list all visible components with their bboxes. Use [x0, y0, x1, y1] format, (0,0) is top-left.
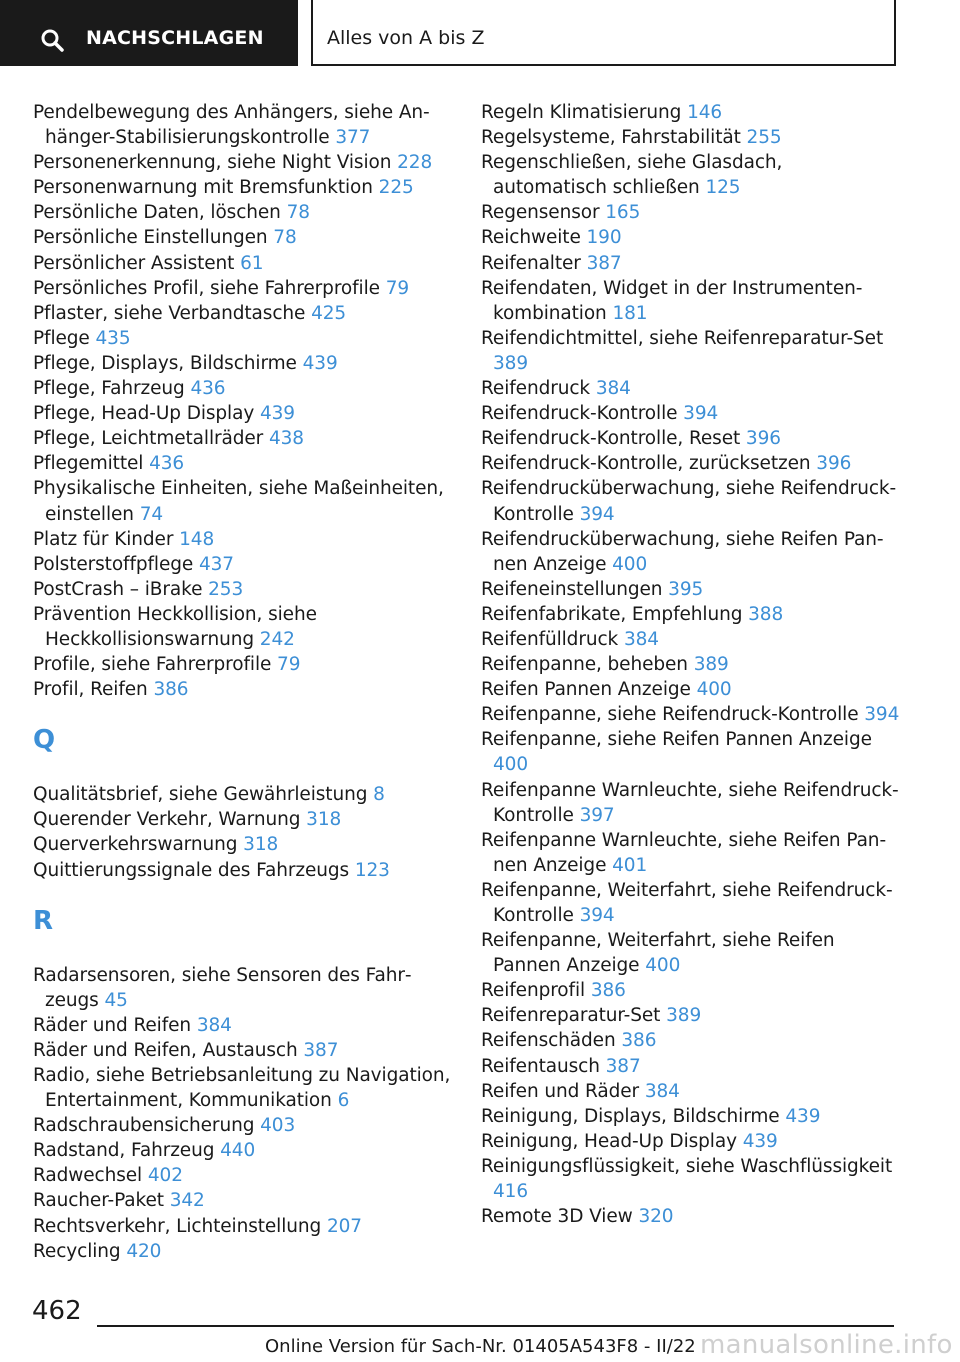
page-reference-link[interactable]: 146 [687, 102, 723, 123]
page-reference-link[interactable]: 389 [493, 352, 529, 374]
index-entry-text: Profile, siehe Fahrerprofile [33, 654, 272, 676]
index-entry-text: Reichweite [481, 227, 581, 249]
index-entry-text: Radschraubensicherung [33, 1115, 255, 1137]
page-reference-link[interactable]: 228 [397, 152, 433, 174]
index-entry [33, 1038, 453, 1063]
page-reference-link[interactable]: 402 [147, 1165, 183, 1187]
nav-tab-nachschlagen[interactable] [0, 0, 298, 66]
online-version-note: Online Version für Sach-Nr. 01405A543F8 - II/22 [265, 1336, 696, 1357]
index-entry-text: Reinigungsflüssigkeit, siehe Waschflüssigkeit [481, 1155, 893, 1177]
index-entry [481, 200, 901, 225]
page-reference-link[interactable]: 400 [612, 553, 648, 575]
index-entry [481, 401, 901, 426]
page-reference-link[interactable]: 437 [198, 553, 234, 575]
index-entry-text: Reifenalter [481, 252, 581, 274]
page-reference-link[interactable]: 320 [638, 1206, 674, 1228]
page-reference-link[interactable]: 318 [243, 834, 279, 856]
index-entry-text: Reifendruck-Kontrolle [481, 403, 678, 425]
index-entry-text: Raucher-Paket [33, 1190, 164, 1212]
page-reference-link[interactable]: 384 [196, 1014, 232, 1036]
index-entry [481, 527, 901, 577]
index-column-right [481, 100, 901, 1229]
page-reference-link[interactable]: 386 [621, 1030, 657, 1052]
index-entry [481, 627, 901, 652]
index-column-left [33, 100, 453, 1264]
index-entry [33, 100, 453, 150]
page-reference-link[interactable]: 165 [605, 202, 641, 224]
page-reference-link[interactable]: 420 [126, 1240, 162, 1262]
index-entry-text: Persönliches Profil, siehe Fahrerprofile [33, 277, 380, 299]
page-reference-link[interactable]: 394 [864, 704, 900, 726]
index-entry-text: Reifenpanne, siehe Reifen Pannen Anzeige [481, 729, 872, 751]
index-entry-text: Persönliche Daten, löschen [33, 202, 281, 224]
page-reference-link[interactable]: 389 [666, 1005, 702, 1027]
page-reference-link[interactable]: 400 [645, 955, 681, 977]
index-entry [33, 175, 453, 200]
index-entry [33, 225, 453, 250]
page-reference-link[interactable]: 377 [335, 127, 371, 149]
index-entry-text: Reifendichtmittel, siehe Reifenreparatur-Set [481, 327, 884, 349]
index-entry [481, 1003, 901, 1028]
index-entry [33, 476, 453, 526]
index-entry [33, 1163, 453, 1188]
index-entry [481, 828, 901, 878]
page-number: 462 [32, 1296, 82, 1326]
index-entry-text: Polsterstoffpflege [33, 553, 194, 575]
section-title-box [311, 0, 896, 66]
footer-divider [97, 1325, 894, 1327]
index-entry-text: Profil, Reifen [33, 679, 148, 701]
page-reference-link[interactable]: 255 [746, 127, 782, 149]
index-entry [481, 276, 901, 326]
index-letter-heading: Q [33, 725, 56, 756]
index-entry-text: Querverkehrswarnung [33, 834, 238, 856]
index-entry-text: Reinigung, Head-Up Display [481, 1130, 737, 1152]
section-title: Alles von A bis Z [327, 27, 485, 49]
index-entry [481, 100, 901, 125]
index-entry [481, 1154, 901, 1204]
page-reference-link[interactable]: 387 [586, 252, 622, 274]
page-reference-link[interactable]: 396 [816, 453, 852, 475]
index-entry-text: Pflege, Displays, Bildschirme [33, 352, 297, 374]
index-entry [481, 778, 901, 828]
index-entry-text: Reifenpanne, Weiterfahrt, siehe Reifendruck-Kontrolle [481, 879, 893, 926]
index-entry-text: Reinigung, Displays, Bildschirme [481, 1105, 780, 1127]
page-reference-link[interactable]: 384 [644, 1080, 680, 1102]
page-reference-link[interactable]: 123 [354, 859, 390, 881]
page-reference-link[interactable]: 436 [190, 378, 226, 400]
page-reference-link[interactable]: 401 [612, 854, 648, 876]
index-entry [33, 301, 453, 326]
index-entry [481, 251, 901, 276]
page-reference-link[interactable]: 74 [139, 503, 164, 525]
index-entry [33, 326, 453, 351]
index-entry [481, 426, 901, 451]
index-entry-text: Qualitätsbrief, siehe Gewährleistung [33, 784, 368, 806]
index-entry-text: Reifendrucküberwachung, siehe Reifendruck-Kontrolle [481, 478, 897, 525]
index-entry-text: Querender Verkehr, Warnung [33, 809, 301, 831]
search-icon [40, 28, 64, 52]
index-entry [481, 928, 901, 978]
index-entry [481, 150, 901, 200]
index-entry [33, 677, 453, 702]
index-entry-text: PostCrash – iBrake [33, 578, 203, 600]
index-entry [33, 150, 453, 175]
page-reference-link[interactable]: 394 [579, 905, 615, 926]
index-entry-text: Reifenpanne, Weiterfahrt, siehe Reifen Pannen Anzeige [481, 930, 835, 977]
index-entry [33, 200, 453, 225]
nav-label: NACHSCHLAGEN [86, 27, 264, 49]
index-entry [481, 1129, 901, 1154]
index-entry [481, 1079, 901, 1104]
index-entry [481, 677, 901, 702]
index-entry [481, 978, 901, 1003]
index-entry [33, 1013, 453, 1038]
index-entry [33, 426, 453, 451]
index-entry [33, 451, 453, 476]
index-entry-text: Pflege, Leichtmetallräder [33, 428, 264, 450]
index-entry [481, 476, 901, 526]
index-entry-text: Remote 3D View [481, 1206, 633, 1228]
index-entry [33, 276, 453, 301]
page-reference-link[interactable]: 225 [378, 177, 414, 199]
page-reference-link[interactable]: 207 [326, 1215, 362, 1237]
page-reference-link[interactable]: 435 [95, 327, 131, 349]
index-entry-text: Regenschließen, siehe Glasdach, automatisch schließen [481, 152, 783, 199]
index-entry-text: Personenwarnung mit Bremsfunktion [33, 177, 373, 199]
index-entry [481, 1054, 901, 1079]
index-entry-text: Persönlicher Assistent [33, 252, 235, 274]
page-reference-link[interactable]: 79 [385, 277, 410, 299]
index-entry-text: Radarsensoren, siehe Sensoren des Fahrzeugs [33, 964, 412, 1011]
index-entry-text: Prävention Heckkollision, siehe Heckkollisionswarnung [33, 603, 317, 650]
page-reference-link[interactable]: 190 [586, 227, 622, 249]
page-reference-link[interactable]: 384 [623, 628, 659, 650]
page-reference-link[interactable]: 79 [277, 654, 301, 676]
page-reference-link[interactable]: 438 [268, 428, 304, 450]
index-entry-text: Reifendruck-Kontrolle, zurücksetzen [481, 453, 811, 475]
index-entry [33, 401, 453, 426]
index-entry [481, 125, 901, 150]
page-reference-link[interactable]: 45 [104, 989, 128, 1011]
index-entry [33, 858, 453, 883]
index-entry-text: Pflege, Head-Up Display [33, 403, 255, 425]
page-reference-link[interactable]: 425 [311, 302, 347, 324]
page-reference-link[interactable]: 6 [337, 1090, 350, 1112]
index-entry-text: Regensensor [481, 202, 600, 224]
page-reference-link[interactable]: 78 [273, 227, 297, 249]
index-entry-text: Reifendrucküberwachung, siehe Reifen Pannen Anzeige [481, 528, 884, 575]
page-reference-link[interactable]: 416 [493, 1181, 529, 1203]
index-entry-text: Reifenfabrikate, Empfehlung [481, 603, 743, 625]
page-reference-link[interactable]: 439 [742, 1130, 778, 1152]
index-entry-text: Radstand, Fahrzeug [33, 1140, 215, 1162]
index-entry [481, 326, 901, 376]
index-entry [481, 702, 901, 727]
page-reference-link[interactable]: 394 [683, 403, 719, 425]
page-reference-link[interactable]: 386 [590, 980, 626, 1002]
page-reference-link[interactable]: 439 [259, 403, 295, 425]
index-entry [33, 577, 453, 602]
page-reference-link[interactable]: 61 [240, 252, 264, 274]
page-reference-link[interactable]: 181 [612, 302, 648, 324]
index-entry-text: Platz für Kinder [33, 528, 174, 550]
index-entry [481, 376, 901, 401]
index-entry [33, 527, 453, 552]
page-reference-link[interactable]: 439 [302, 352, 338, 374]
watermark: manualsonline.info [700, 1330, 953, 1360]
index-entry [481, 652, 901, 677]
index-entry-text: Räder und Reifen [33, 1014, 192, 1036]
index-entry [33, 782, 453, 807]
index-entry-text: Reifendaten, Widget in der Instrumentenkombination [481, 277, 863, 324]
index-entry-text: Persönliche Einstellungen [33, 227, 268, 249]
index-entry [481, 1204, 901, 1229]
page-reference-link[interactable]: 388 [748, 603, 784, 625]
index-entry [33, 1214, 453, 1239]
index-entry-text: Reifenpanne, beheben [481, 654, 688, 676]
index-entry-text: Reifenfülldruck [481, 628, 619, 650]
index-entry [481, 727, 901, 777]
index-entry [481, 451, 901, 476]
index-entry [481, 1104, 901, 1129]
index-entry-text: Pflegemittel [33, 453, 144, 475]
page-reference-link[interactable]: 125 [705, 177, 741, 199]
page-reference-link[interactable]: 436 [149, 453, 185, 475]
index-entry-text: Pflaster, siehe Verbandtasche [33, 302, 306, 324]
page-reference-link[interactable]: 148 [179, 528, 215, 550]
index-entry [33, 1063, 453, 1113]
page-reference-link[interactable]: 253 [208, 578, 244, 600]
index-entry [33, 1113, 453, 1138]
index-entry-text: Reifenschäden [481, 1030, 616, 1052]
page-reference-link[interactable]: 400 [696, 679, 732, 701]
page-reference-link[interactable]: 342 [169, 1190, 205, 1212]
page-reference-link[interactable]: 387 [605, 1055, 641, 1077]
index-entry-text: Räder und Reifen, Austausch [33, 1039, 298, 1061]
index-entry [33, 251, 453, 276]
page-reference-link[interactable]: 400 [493, 754, 529, 776]
page-reference-link[interactable]: 397 [579, 804, 615, 826]
page-reference-link[interactable]: 242 [259, 628, 295, 650]
index-entry-text: Quittierungssignale des Fahrzeugs [33, 859, 350, 881]
index-entry-text: Regeln Klimatisierung [481, 102, 682, 123]
index-entry [33, 376, 453, 401]
index-entry-text: Reifenpanne Warnleuchte, siehe Reifen Pannen Anzeige [481, 829, 887, 876]
index-entry [33, 1138, 453, 1163]
index-entry [481, 1028, 901, 1053]
page-reference-link[interactable]: 439 [785, 1105, 821, 1127]
index-entry [33, 963, 453, 1013]
index-entry-text: Radio, siehe Betriebsanleitung zu Navigation, Entertainment, Kommunikation [33, 1065, 451, 1112]
index-entry-text: Regelsysteme, Fahrstabilität [481, 127, 741, 149]
index-entry [33, 832, 453, 857]
index-entry-text: Pflege, Fahrzeug [33, 378, 185, 400]
page-header [0, 0, 960, 66]
index-entry-text: Reifeneinstellungen [481, 578, 663, 600]
index-entry [33, 1188, 453, 1213]
index-entry-text: Reifen Pannen Anzeige [481, 679, 691, 701]
page-reference-link[interactable]: 8 [373, 784, 385, 806]
index-entry-text: Physikalische Einheiten, siehe Maßeinheiten, einstellen [33, 478, 444, 525]
index-entry-text: Reifenpanne, siehe Reifendruck-Kontrolle [481, 704, 859, 726]
index-entry-text: Recycling [33, 1240, 121, 1262]
page-reference-link[interactable]: 389 [693, 654, 729, 676]
page-reference-link[interactable]: 78 [286, 202, 310, 224]
index-entry-text: Reifendruck-Kontrolle, Reset [481, 428, 741, 450]
page-reference-link[interactable]: 318 [306, 809, 342, 831]
index-entry-text: Personenerkennung, siehe Night Vision [33, 152, 392, 174]
index-entry [33, 602, 453, 652]
index-entry-text: Reifentausch [481, 1055, 600, 1077]
page-reference-link[interactable]: 394 [579, 503, 615, 525]
page-reference-link[interactable]: 384 [595, 378, 631, 400]
index-entry-text: Reifenreparatur-Set [481, 1005, 661, 1027]
index-entry [481, 577, 901, 602]
index-entry-text: Pflege [33, 327, 90, 349]
index-entry-text: Pendelbewegung des Anhängers, siehe Anhänger-Stabilisierungskontrolle [33, 102, 430, 149]
index-entry-text: Reifenpanne Warnleuchte, siehe Reifendruck-Kontrolle [481, 779, 899, 826]
index-entry [481, 602, 901, 627]
index-entry [481, 878, 901, 928]
page-reference-link[interactable]: 387 [303, 1039, 339, 1061]
index-entry-text: Reifendruck [481, 378, 591, 400]
index-entry-text: Radwechsel [33, 1165, 143, 1187]
index-entry-text: Reifen und Räder [481, 1080, 640, 1102]
index-entry [33, 807, 453, 832]
index-entry [33, 552, 453, 577]
page-reference-link[interactable]: 396 [745, 428, 781, 450]
index-letter-heading: R [33, 905, 54, 936]
index-entry [481, 225, 901, 250]
index-entry [33, 351, 453, 376]
page-reference-link[interactable]: 440 [220, 1140, 256, 1162]
index-entry-text: Reifenprofil [481, 980, 586, 1002]
page-reference-link[interactable]: 403 [260, 1115, 296, 1137]
index-entry [33, 652, 453, 677]
page-reference-link[interactable]: 395 [668, 578, 704, 600]
page-reference-link[interactable]: 386 [153, 679, 189, 701]
index-entry-text: Rechtsverkehr, Lichteinstellung [33, 1215, 322, 1237]
index-entry [33, 1239, 453, 1264]
